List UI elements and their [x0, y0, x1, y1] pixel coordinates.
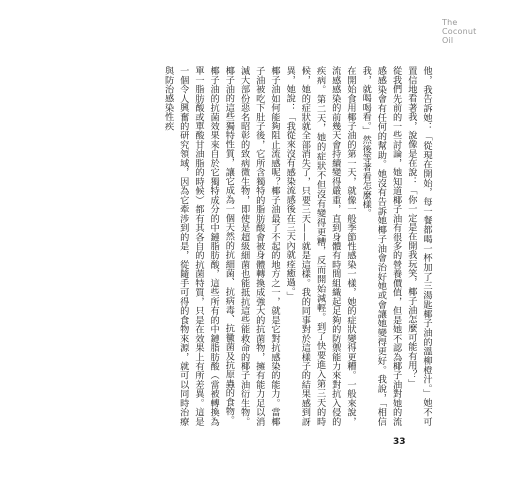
running-title-line: The	[442, 18, 458, 27]
paragraph: 椰子油如何能夠阻止流感呢？椰子油最了不起的地方之一，就是它對抗感染的能力。當椰子油被吃下肚子後，它所含獨特的脂肪酸會被身體轉換成強大的抗菌物，擁有能力足以消滅大部份惡名昭彰的致病微生物，即使是超級細菌也能抵抗這些能救命的椰子油衍生物。椰子油的這些獨特性質，讓它成為一個天然的抗細菌、抗病毒、抗黴菌及抗原蟲的食物。	[223, 66, 280, 426]
running-title	[442, 18, 482, 45]
paragraph: 他，我告訴她：「從現在開始，每一餐都喝一杯加了三湯匙椰子油的溫柳橙汁。」她不可置信地看著我，說像是在說：「你一定是在開我玩笑，椰子油怎麼可能有用？」	[405, 66, 432, 426]
page-number: 33	[393, 437, 406, 447]
running-title-line: Oil	[442, 36, 454, 45]
body-text	[86, 66, 434, 426]
paragraph: 在開始食用椰子油的第一天，就像一般季節性感染一樣，她的症狀變得更糟。一般來說，流感感染的前幾天會持續變得嚴重，直到身體有時間組織起足夠的防禦能力來對抗入侵的疾病。第二天，她的症狀不但沒有變得更糟，反而開始減輕。到了快要進入第三天的時候，她的症狀就全部消失了，只要三天——就是這樣。我的同事對於這樣子的結果感到訝異，她說：「我從來沒有感染流感後在三天內就痊癒過。」	[284, 66, 356, 426]
paragraph: 椰子油的抗菌效果來自於它獨特成分的中鏈脂肪酸，這些所有的中鏈脂肪酸（當被轉換為單一脂肪酸或單酸甘油脂的時候）都有其各自的抗菌特質，只是在效果上有所差異。這是一個令人興奮的研究領域，因為它牽涉到的是，從隨手可得的食物來源，就可以同時治療與防治感染性疾	[162, 66, 220, 426]
running-title-line: Coconut	[442, 27, 477, 36]
paragraph: 從我們先前的一些討論，她知道椰子油有很多的營養價值，但是她不認為椰子油對她的流感感染會有任何的幫助。她沒有告訴她椰子油會治好她或會讓她變得更好。我說，「相信我，就喝喝看。」然後等著看怎麼樣。	[360, 66, 402, 426]
